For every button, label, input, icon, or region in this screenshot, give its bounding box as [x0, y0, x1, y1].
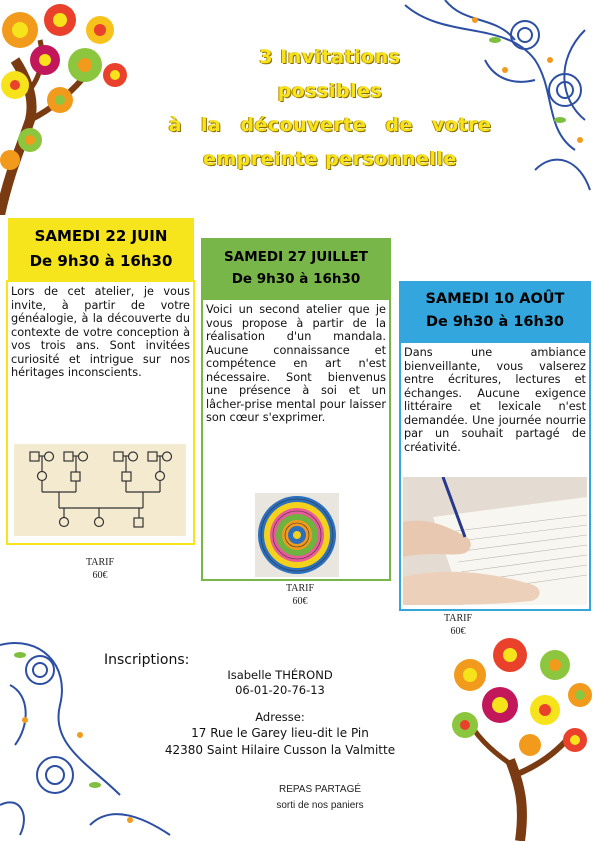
session-1-box: [6, 280, 195, 545]
mandala-drawing: [255, 493, 339, 577]
hand-writing-photo: [403, 477, 587, 605]
flower-tree-bottom-right: [440, 625, 595, 841]
session-2-tarif: [270, 582, 330, 608]
contact-phone: 06-01-20-76-13: [235, 683, 325, 697]
session-1-date: SAMEDI 22 JUIN: [34, 227, 168, 245]
session-2-date: SAMEDI 27 JUILLET: [224, 249, 368, 265]
session-1-tarif: [70, 556, 130, 582]
session-3-time: De 9h30 à 16h30: [425, 314, 565, 330]
session-1-time: De 9h30 à 16h30: [29, 252, 173, 270]
session-3-date: SAMEDI 10 AOÛT: [425, 291, 565, 307]
address-line-2: 42380 Saint Hilaire Cusson la Valmitte: [164, 743, 396, 757]
session-3-header: [399, 281, 591, 341]
session-2-header: [201, 238, 391, 298]
inscriptions-block: [100, 668, 460, 759]
session-2-tarif-label: TARIF: [285, 583, 315, 594]
session-3-text: Dans une ambiance bienveillante, vous valserez entre écritures, lectures et échanges. Aucune exigence littéraire et lexicale n'est demandée. Une journée nourrie par un souhait partagé de créativité.: [404, 346, 586, 454]
inscriptions-label: Inscriptions:: [104, 652, 190, 668]
session-3-tarif-label: TARIF: [443, 613, 473, 624]
session-1-header: [8, 218, 194, 280]
title-line-3: à la découverte de votre: [168, 114, 492, 136]
session-1-tarif-label: TARIF: [85, 557, 115, 568]
title-line-4: empreinte personnelle: [203, 148, 457, 170]
repas-title: REPAS PARTAGÉ: [278, 784, 362, 795]
session-2-box: [201, 298, 391, 581]
session-1-tarif-price: 60€: [92, 570, 108, 581]
session-2-tarif-price: 60€: [292, 596, 308, 607]
title-line-1: 3 Invitations: [259, 46, 401, 68]
session-3-box: [399, 341, 591, 611]
repas-block: [230, 782, 410, 814]
address-label: Adresse:: [255, 710, 305, 724]
session-1-text: Lors de cet atelier, je vous invite, à partir de votre généalogie, à la découverte du contexte de votre conception à vos trois ans. Sont invitées curiosité et intrigue sur nos héritages inconscients.: [11, 285, 190, 379]
session-3-tarif-price: 60€: [450, 626, 466, 637]
session-2-time: De 9h30 à 16h30: [231, 271, 361, 287]
title-line-2: possibles: [277, 80, 383, 102]
session-2-text: Voici un second atelier que je vous propose à partir de la réalisation d'un mandala. Aucune connaissance et compétence en art n'est nécessaire. Sont bienvenus une présence à soi et un lâcher-prise mental pour laisser son cœur s'exprimer.: [206, 303, 386, 424]
contact-name: Isabelle THÉROND: [227, 668, 333, 682]
repas-subtitle: sorti de nos paniers: [276, 800, 364, 811]
family-tree-diagram: [14, 444, 186, 536]
page-title: [120, 40, 540, 176]
address-line-1: 17 Rue le Garey lieu-dit le Pin: [191, 726, 369, 740]
